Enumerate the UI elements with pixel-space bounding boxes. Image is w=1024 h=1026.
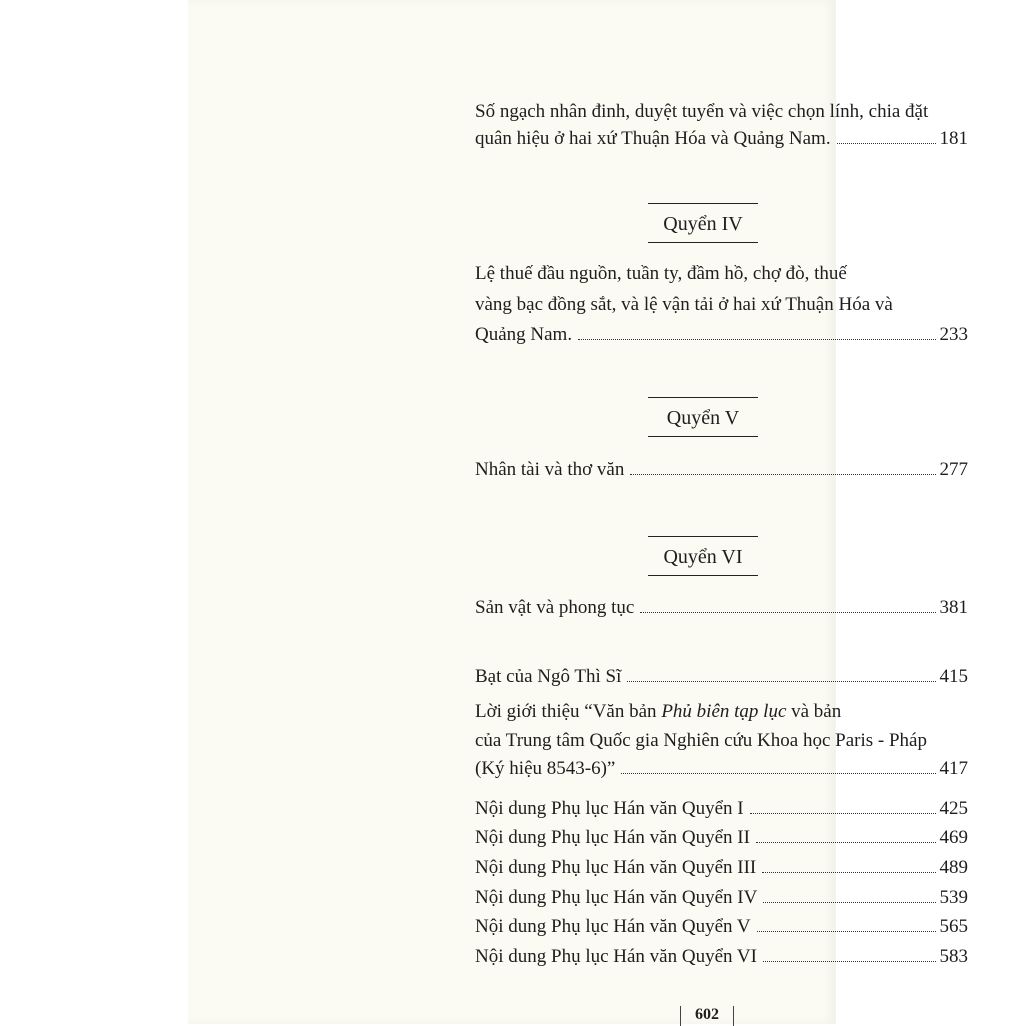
toc-entry-line: Nội dung Phụ lục Hán văn Quyển III	[475, 857, 757, 878]
toc-entry-italic-title: Phủ biên tạp lục	[661, 701, 787, 722]
section-heading	[648, 544, 758, 570]
toc-entry-text	[475, 262, 968, 286]
toc-entry-line: Nội dung Phụ lục Hán văn Quyển V	[475, 916, 751, 937]
toc-entry-line: Nhân tài và thơ văn	[475, 459, 625, 480]
toc-entry	[475, 886, 968, 910]
heading-rule-bottom	[648, 436, 758, 437]
toc-entry-text	[475, 700, 968, 724]
footer-bar-left	[680, 1006, 681, 1026]
toc-entry-line: và bản	[786, 701, 842, 722]
book-page	[188, 0, 968, 1024]
toc-entry-line: Số ngạch nhân đinh, duyệt tuyển và việc chọn lính, chia đặt	[475, 101, 929, 122]
section-heading-label: Quyển V	[666, 407, 740, 429]
toc-entry-line: Nội dung Phụ lục Hán văn Quyển I	[475, 798, 744, 819]
toc-entry	[475, 596, 968, 620]
heading-rule-bottom	[648, 575, 758, 576]
leader-dots	[627, 681, 935, 682]
toc-entry	[475, 797, 968, 821]
leader-dots	[578, 339, 935, 340]
toc-entry-line: vàng bạc đồng sắt, và lệ vận tải ở hai xứ Thuận Hóa và	[475, 294, 893, 315]
section-heading	[648, 405, 758, 431]
toc-entry-text	[475, 729, 968, 753]
toc-entry	[475, 458, 968, 482]
toc-entry-line: Sản vật và phong tục	[475, 597, 635, 618]
toc-page-number: 425	[939, 798, 968, 819]
toc-page-number: 381	[939, 597, 968, 618]
toc-entry	[475, 757, 968, 781]
section-heading	[648, 211, 758, 237]
footer-page-number: 602	[695, 1006, 719, 1023]
toc-entry-line: của Trung tâm Quốc gia Nghiên cứu Khoa học Paris - Pháp	[475, 730, 927, 751]
toc-page-number: 277	[939, 459, 968, 480]
toc-entry-text	[475, 293, 968, 317]
toc-entry-line: Lệ thuế đầu nguồn, tuần ty, đầm hồ, chợ đò, thuế	[475, 263, 847, 284]
toc-entry	[475, 856, 968, 880]
toc-entry-line: quân hiệu ở hai xứ Thuận Hóa và Quảng Nam.	[475, 128, 831, 149]
leader-dots	[640, 612, 935, 613]
section-heading-label: Quyển IV	[663, 213, 743, 235]
toc-page-number: 539	[939, 887, 968, 908]
toc-page-number: 565	[939, 916, 968, 937]
toc-entry	[475, 665, 968, 689]
toc-entry-line: Nội dung Phụ lục Hán văn Quyển VI	[475, 946, 757, 967]
heading-rule-top	[648, 203, 758, 204]
toc-page-number: 181	[939, 128, 968, 149]
toc-entry-line: Bạt của Ngô Thì Sĩ	[475, 666, 622, 687]
toc-page-number: 417	[939, 758, 968, 779]
leader-dots	[763, 902, 935, 903]
toc-entry-line: Quảng Nam.	[475, 324, 573, 345]
leader-dots	[756, 842, 936, 843]
leader-dots	[837, 143, 936, 144]
toc-entry-line: Lời giới thiệu “Văn bản	[475, 701, 662, 722]
toc-entry	[475, 945, 968, 969]
section-heading-label: Quyển VI	[663, 546, 743, 568]
toc-page-number: 469	[939, 827, 968, 848]
leader-dots	[757, 931, 936, 932]
toc-page-number: 415	[939, 666, 968, 687]
toc-entry	[475, 323, 968, 347]
toc-entry	[475, 127, 968, 151]
leader-dots	[750, 813, 936, 814]
toc-page-number: 233	[939, 324, 968, 345]
toc-entry-line: Nội dung Phụ lục Hán văn Quyển II	[475, 827, 750, 848]
toc-page-number: 583	[939, 946, 968, 967]
toc-entry	[475, 915, 968, 939]
toc-entry-line: (Ký hiệu 8543-6)”	[475, 758, 616, 779]
footer-bar-right	[733, 1006, 734, 1026]
leader-dots	[621, 773, 935, 774]
page-footer	[680, 1004, 734, 1026]
heading-rule-top	[648, 397, 758, 398]
toc-entry	[475, 826, 968, 850]
toc-entry-line: Nội dung Phụ lục Hán văn Quyển IV	[475, 887, 758, 908]
toc-entry-text	[475, 100, 968, 124]
leader-dots	[762, 872, 935, 873]
heading-rule-top	[648, 536, 758, 537]
leader-dots	[763, 961, 936, 962]
leader-dots	[630, 474, 935, 475]
toc-page-number: 489	[939, 857, 968, 878]
heading-rule-bottom	[648, 242, 758, 243]
